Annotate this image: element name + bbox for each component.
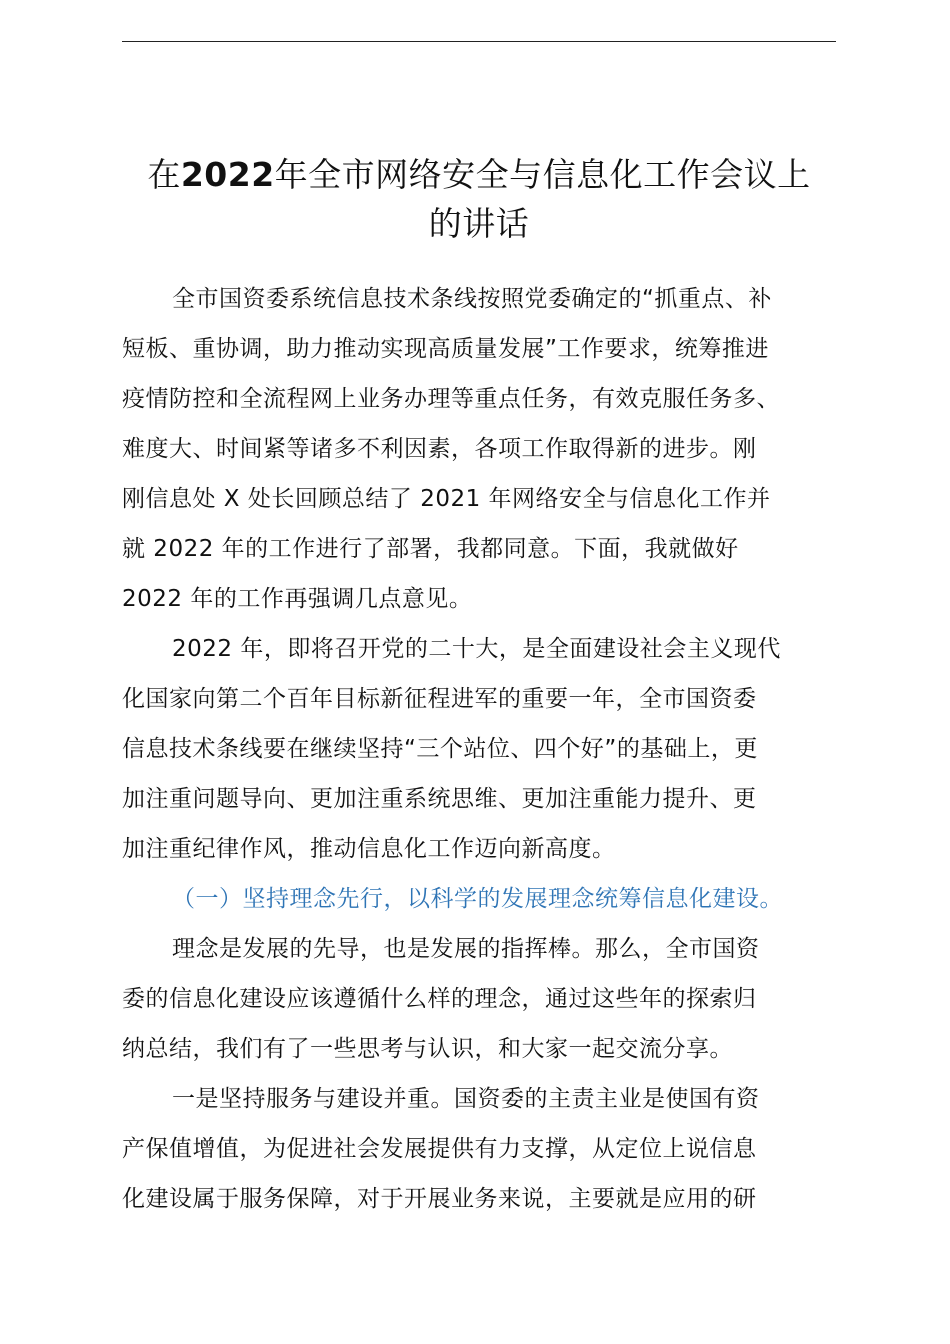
header-rule (122, 41, 836, 42)
paragraph-line: 化建设属于服务保障，对于开展业务来说，主要就是应用的研 (122, 1186, 757, 1212)
paragraph-line: 一是坚持服务与建设并重。国资委的主责主业是使国有资 (172, 1086, 760, 1112)
paragraph-line: 疫情防控和全流程网上业务办理等重点任务，有效克服任务多、 (122, 386, 780, 412)
title-line-1 (115, 150, 843, 199)
paragraph-line: 2022 年的工作再强调几点意见。 (122, 586, 473, 612)
paragraph-line: 全市国资委系统信息技术条线按照党委确定的“抓重点、补 (172, 286, 772, 312)
title-line-2: 的讲话 (428, 204, 530, 243)
paragraph-line: 纳总结，我们有了一些思考与认识，和大家一起交流分享。 (122, 1036, 733, 1062)
section-heading: （一）坚持理念先行，以科学的发展理念统筹信息化建设。 (172, 886, 783, 912)
paragraph-line: 加注重纪律作风，推动信息化工作迈向新高度。 (122, 836, 616, 862)
paragraph-line: 信息技术条线要在继续坚持“三个站位、四个好”的基础上，更 (122, 736, 758, 762)
paragraph-line: 产保值增值，为促进社会发展提供有力支撑，从定位上说信息 (122, 1136, 757, 1162)
paragraph-line: 刚信息处 X 处长回顾总结了 2021 年网络安全与信息化工作并 (122, 486, 771, 512)
paragraph-line: 难度大、时间紧等诸多不利因素，各项工作取得新的进步。刚 (122, 436, 757, 462)
paragraph-line: 委的信息化建设应该遵循什么样的理念，通过这些年的探索归 (122, 986, 757, 1012)
paragraph-line: 短板、重协调，助力推动实现高质量发展”工作要求，统筹推进 (122, 336, 769, 362)
title-year: 2022 (180, 155, 275, 194)
title-prefix: 在 (147, 155, 181, 194)
paragraph-line: 就 2022 年的工作进行了部署，我都同意。下面，我就做好 (122, 536, 739, 562)
page-title (115, 150, 843, 248)
paragraph-line: 加注重问题导向、更加注重系统思维、更加注重能力提升、更 (122, 786, 757, 812)
body-text (122, 278, 838, 1228)
paragraph-line: 化国家向第二个百年目标新征程进军的重要一年，全市国资委 (122, 686, 757, 712)
paragraph-line: 2022 年，即将召开党的二十大，是全面建设社会主义现代 (172, 636, 781, 662)
title-line1-rest: 年全市网络安全与信息化工作会议上 (274, 155, 811, 194)
paragraph-line: 理念是发展的先导，也是发展的指挥棒。那么，全市国资 (172, 936, 760, 962)
